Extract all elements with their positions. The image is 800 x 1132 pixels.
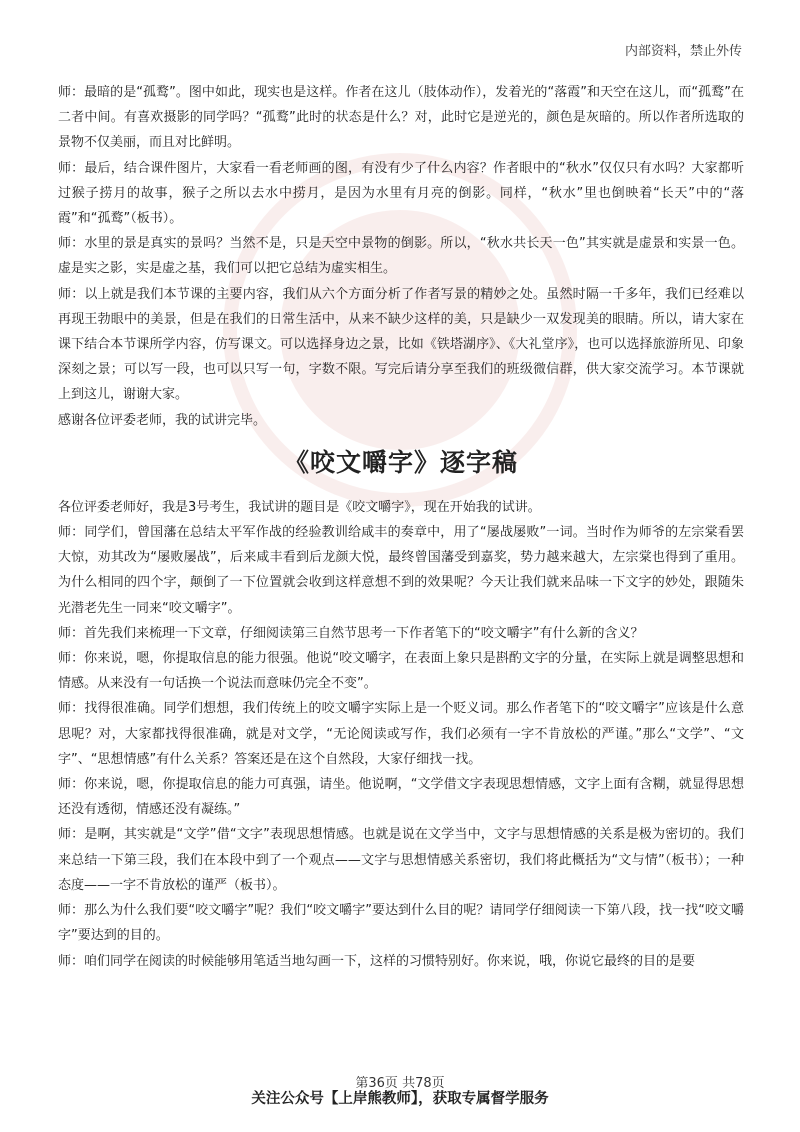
section-title: 《咬文嚼字》逐字稿 — [283, 447, 518, 477]
footer-promo: 关注公众号【上岸熊教师】，获取专属督学服务 — [251, 1091, 549, 1107]
paragraph: 师：水里的景是真实的景吗？当然不是，只是天空中景物的倒影。所以，“秋水共长天一色”其实就是虚景和实景一色。虚是实之影，实是虚之基，我们可以把它总结为虚实相生。 — [58, 236, 744, 277]
paragraph: 师：那么为什么我们要“咬文嚼字”呢？我们“咬文嚼字”要达到什么目的呢？请同学仔细阅读一下第八段，找一找“咬文嚼字”要达到的目的。 — [58, 903, 744, 944]
paragraph: 师：最后，结合课件图片，大家看一看老师画的图，有没有少了什么内容？作者眼中的“秋水”仅仅只有水吗？大家都听过猴子捞月的故事，猴子之所以去水中捞月，是因为水里有月亮的倒影。同样，“秋水”里也倒映着“长天”中的“落霞”和“孤鹜”（板书）。 — [58, 160, 744, 227]
paragraph: 师：同学们，曾国藩在总结太平军作战的经验教训给咸丰的奏章中，用了“屡战屡败”一词。当时作为师爷的左宗棠看罢大惊，劝其改为“屡败屡战”，后来咸丰看到后龙颜大悦，最终曾国藩受到嘉奖，势力越来越大，左宗棠也得到了重用。为什么相同的四个字，颠倒了一下位置就会收到这样意想不到的效果呢？今天让我们就来品味一下文字的妙处，跟随朱光潜老先生一同来“咬文嚼字”。 — [58, 525, 744, 616]
paragraph: 各位评委老师好，我是3号考生，我试讲的题目是《咬文嚼字》，现在开始我的试讲。 — [58, 499, 541, 515]
paragraph: 师：你来说，嗯，你提取信息的能力可真强，请坐。他说啊，“文学借文字表现思想情感，文字上面有含糊，就显得思想还没有透彻，情感还没有凝练。” — [58, 777, 744, 818]
paragraph: 师：最暗的是“孤鹜”。图中如此，现实也是这样。作者在这儿（肢体动作），发着光的“落霞”和天空在这儿，而“孤鹜”在二者中间。有喜欢摄影的同学吗？“孤鹜”此时的状态是什么？对，此时它是逆光的，颜色是灰暗的。所以作者所选取的景物不仅美丽，而且对比鲜明。 — [58, 85, 744, 151]
section-prev-lesson — [58, 80, 744, 433]
paragraph: 师：首先我们来梳理一下文章，仔细阅读第三自然节思考一下作者笔下的“咬文嚼字”有什么新的含义？ — [58, 625, 644, 641]
header-note: 内部资料，禁止外传 — [624, 44, 742, 59]
paragraph: 师：咱们同学在阅读的时候能够用笔适当地勾画一下，这样的习惯特别好。你来说，哦，你说它最终的目的是要 — [58, 953, 696, 969]
paragraph: 师：以上就是我们本节课的主要内容，我们从六个方面分析了作者写景的精妙之处。虽然时隔一千多年，我们已经难以再现王勃眼中的美景，但是在我们的日常生活中，从来不缺少这样的美，只是缺少一双发现美的眼睛。所以，请大家在课下结合本节课所学内容，仿写课文。可以选择身边之景，比如《铁塔湖序》、《大礼堂序》，也可以选择旅游所见、印象深刻之景；可以写一段，也可以只写一句，字数不限。写完后请分享至我们的班级微信群，供大家交流学习。本节课就上到这儿，谢谢大家。 — [58, 286, 744, 403]
document-body — [58, 80, 744, 974]
paragraph: 师：是啊，其实就是“文学”借“文字”表现思想情感。也就是说在文学当中，文字与思想情感的关系是极为密切的。我们来总结一下第三段，我们在本段中到了一个观点——文字与思想情感关系密切，我们将此概括为“文与情”（板书）；一种态度——一字不肯放松的谨严（板书）。 — [58, 827, 744, 893]
paragraph: 师：找得很准确。同学们想想，我们传统上的咬文嚼字实际上是一个贬义词。那么作者笔下的“咬文嚼字”应该是什么意思呢？对，大家都找得很准确，就是对文学，“无论阅读或写作，我们必须有一字不肯放松的严谨。”那么“文学”、“文字”、“思想情感”有什么关系？答案还是在这个自然段，大家仔细找一找。 — [58, 701, 744, 767]
paragraph: 师：你来说，嗯，你提取信息的能力很强。他说“咬文嚼字，在表面上象只是斟酌文字的分量，在实际上就是调整思想和情感。从来没有一句话换一个说法而意味仍完全不变”。 — [58, 651, 744, 692]
section-yaowenjiaozi — [58, 495, 744, 974]
page-number: 第36页 共78页 — [355, 1076, 445, 1091]
paragraph: 感谢各位评委老师，我的试讲完毕。 — [58, 412, 267, 428]
